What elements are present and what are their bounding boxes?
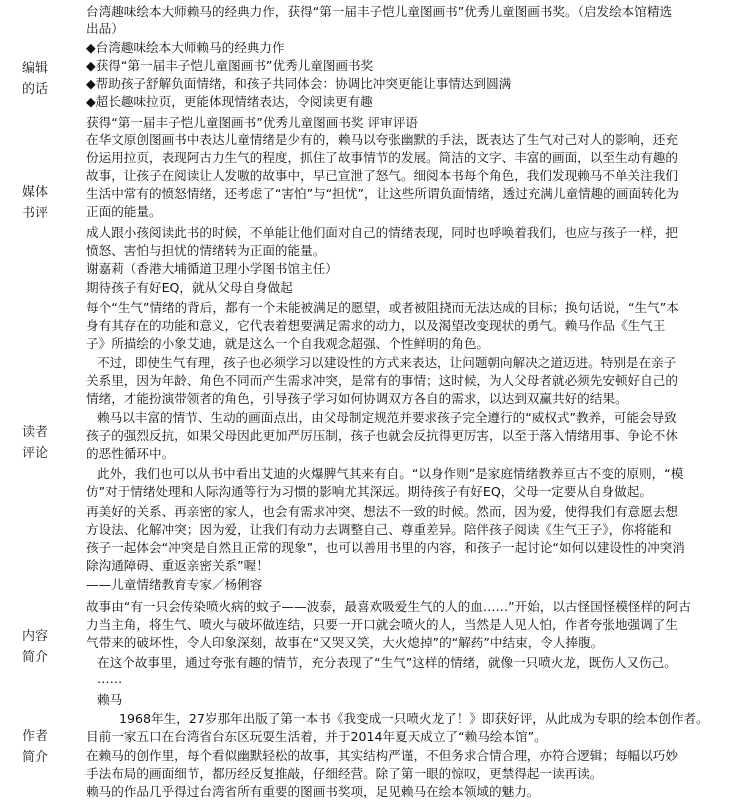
section-label-media: 媒体 书评 <box>22 185 49 221</box>
reader-text-line: 每个“生气”情绪的背后，都有一个未能被满足的愿望，或者被阻挠而无法达成的目标；换句话说，“生气”本 <box>86 300 679 315</box>
summary-text-line: 故事由“有一只会传染喷火病的蚊子——波泰，最喜欢吸爱生气的人的血……”开始，以古怪国怪模怪样的阿古 <box>86 599 691 614</box>
review-text-line: 故事，让孩子在阅读让人发嗷的故事中，早已宣泄了怒气。细阅本书每个角色，我们发现赖马不单关注我们 <box>86 168 678 183</box>
reader-text-line: 赖马以丰富的情节、生动的画面点出，由父母制定规范并要求孩子完全遵行的“威权式”教养，可能会导致 <box>97 410 677 425</box>
reader-credit: ——儿童情绪教育专家／杨俐容 <box>86 577 263 592</box>
author-text-line: 目前一家五口在台湾省台东区玩耍生活着，并于2014年夏天成立了“赖马绘本馆”。 <box>86 729 547 744</box>
reader-text-line: 关系里，因为年龄、角色不同而产生需求冲突，是常有的事情；这时候，为人父母者就必须先安顿好自己的 <box>86 373 678 388</box>
reader-text-line: 子》所描绘的小象艾迪，就是这么一个自我观念超强、个性鲜明的角色。 <box>86 336 489 351</box>
summary-text-line: 在这个故事里，通过夸张有趣的情节，充分表现了“生气”这样的情绪，就像一只喷火龙，既伤人又伤己。 <box>97 655 677 670</box>
reader-text-line: 孩子一起体会“冲突是自然且正常的现象”，也可以善用书里的内容，和孩子一起讨论“如何以建设性的冲突消 <box>86 540 685 555</box>
editor-bullet: ◆获得“第一届丰子恺儿童图画书”优秀儿童图画书奖 <box>86 58 374 73</box>
review-text-line: 份运用拉页，表现阿古力生气的程度，抓住了故事情节的发展。简洁的文字、丰富的画面，以至生动有趣的 <box>86 150 678 165</box>
reader-text-line: 情绪，才能扮演带领者的角色，引导孩子学习如何协调双方各自的需求，以达到双赢共好的结果。 <box>86 391 628 406</box>
summary-text-line: 气带来的破坏性，令人印象深刻，故事在“又哭又笑，大火熄掉”的“解药”中结束，令人捧腹。 <box>86 635 604 650</box>
review-text-line: 在华文原创图画书中表达儿童情绪是少有的，赖马以夸张幽默的手法，既表达了生气对己对人的影响，还充 <box>86 132 678 147</box>
reader-text-line: 仿”对于情绪处理和人际沟通等行为习惯的影响尤其深远。期待孩子有好EQ，父母一定要从自身做起。 <box>86 484 652 499</box>
editor-intro-line: 出品） <box>86 21 124 36</box>
author-text-line: 在赖马的创作里，每个看似幽默轻松的故事，其实结构严谨，不但务求合情合理，亦符合逻辑；每幅以巧妙 <box>86 748 678 763</box>
editor-bullet: ◆台湾趣味绘本大师赖马的经典力作 <box>86 40 285 55</box>
summary-ellipsis: …… <box>97 671 123 686</box>
review-text-line: 生活中常有的愤怒情绪，还考虑了“害怕”与“担忧”，让这些所谓负面情绪，透过充满儿童情趣的画面转化为 <box>86 186 679 201</box>
review-heading: 获得“第一届丰子恺儿童图画书”优秀儿童图画书奖 评审评语 <box>86 115 418 130</box>
reader-text-line: 孩子的强烈反抗，如果父母因此更加严厉压制，孩子也就会反抗得更厉害，以至于落入情绪用事、争论不休 <box>86 428 678 443</box>
reader-comment-title: 期待孩子有好EQ，就从父母自身做起 <box>86 280 293 295</box>
author-name: 赖马 <box>97 692 123 707</box>
section-label-reader: 读者 评论 <box>22 425 49 461</box>
reviewer-credit: 谢嘉莉（香港大埔循道卫理小学图书馆主任） <box>86 261 338 276</box>
review-text-line: 正面的能量。 <box>86 204 162 219</box>
author-text-line: 赖马的作品几乎得过台湾省所有重要的图画书奖项，足见赖马在绘本领域的魅力。 <box>86 784 540 799</box>
editor-intro-line: 台湾趣味绘本大师赖马的经典力作，获得“第一届丰子恺儿童图画书”优秀儿童图画书奖。（启发绘本馆精选 <box>86 4 673 19</box>
review-text-line: 成人跟小孩阅读此书的时候，不单能让他们面对自己的情绪表现，同时也呼唤着我们，也应与孩子一样，把 <box>86 225 678 240</box>
section-label-editor: 编辑 的话 <box>22 61 49 97</box>
review-text-line: 愤怒、害怕与担忧的情绪转为正面的能量。 <box>86 243 326 258</box>
reader-text-line: 此外，我们也可以从书中看出艾迪的火爆脾气其来有自。“以身作则”是家庭情绪教养亘古不变的原则，“模 <box>97 466 684 481</box>
editor-bullet: ◆帮助孩子舒解负面情绪，和孩子共同体会：协调比冲突更能让事情达到圆满 <box>86 76 512 91</box>
author-text-line: 1968年生，27岁那年出版了第一本书《我变成一只喷火龙了！》即获好评，从此成为专职的绘本创作者。 <box>119 711 709 726</box>
editor-bullet: ◆超长趣味拉页，更能体现情绪表达，令阅读更有趣 <box>86 94 373 109</box>
reader-text-line: 方设法、化解冲突；因为爱，让我们有动力去调整自己、尊重差异。陪伴孩子阅读《生气王子》，你将能和 <box>86 522 672 537</box>
author-text-line: 手法布局的画面细节，都历经反复推敲，仔细经营。除了第一眼的惊叹，更禁得起一读再读。 <box>86 766 603 781</box>
section-label-summary: 内容 简介 <box>22 629 49 665</box>
reader-text-line: 的恶性循环中。 <box>86 446 175 461</box>
summary-text-line: 力当主角，将生气、喷火与破坏做连结，只要一开口就会喷火的人，当然是人见人怕，作者夸张地强调了生 <box>86 617 678 632</box>
reader-text-line: 不过，即使生气有理，孩子也必须学习以建设性的方式来表达，让问题朝向解决之道迈进。特别是在亲子 <box>97 355 677 370</box>
reader-text-line: 除沟通障碍、重返亲密关系”喔！ <box>86 558 269 573</box>
reader-text-line: 身有其存在的功能和意义，它代表着想要满足需求的动力，以及渴望改变现状的勇气。赖马作品《生气王 <box>86 318 666 333</box>
reader-text-line: 再美好的关系、再亲密的家人，也会有需求冲突、想法不一致的时候。然而，因为爱，使得我们有意愿去想 <box>86 504 678 519</box>
section-label-author: 作者 简介 <box>22 729 49 765</box>
